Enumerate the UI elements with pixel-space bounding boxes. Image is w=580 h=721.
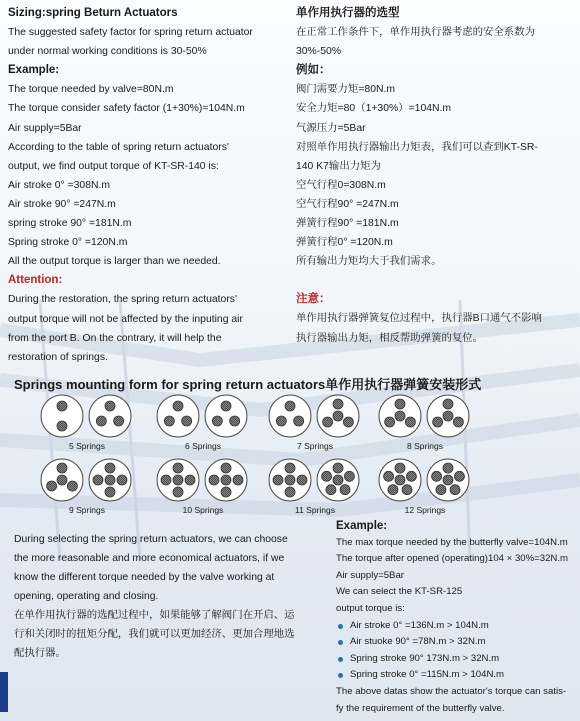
spring-coil-icon: [285, 463, 295, 473]
english-example-line: Air stroke 90° =247N.m: [8, 198, 116, 210]
butterfly-example-section: [336, 518, 576, 717]
spring-coil-icon: [395, 475, 405, 485]
english-example-line: spring stroke 90° =181N.m: [8, 218, 132, 230]
spring-coil-icon: [161, 475, 171, 485]
spring-coil-icon: [276, 416, 286, 426]
spring-coil-icon: [105, 475, 115, 485]
chinese-attention-line: 单作用执行器弹簧复位过程中，执行器B口通气不影响: [296, 313, 542, 325]
spring-coil-icon: [395, 399, 405, 409]
spring-coil-icon: [105, 463, 115, 473]
butterfly-example-line: The max torque needed by the butterfly valve=104N.m: [336, 536, 568, 548]
english-attention-line: During the restoration, the spring return actuators': [8, 294, 237, 306]
chinese-attention-heading: 注意：: [296, 293, 331, 306]
spring-coil-icon: [105, 401, 115, 411]
bullet-dot-icon: [338, 657, 343, 662]
spring-coil-icon: [326, 485, 336, 495]
chinese-example-line: 空气行程0=308N.m: [296, 179, 386, 191]
selection-note-line: know the different torque needed by the valve working at: [14, 572, 275, 583]
english-example-line: Air stroke 0° =308N.m: [8, 179, 111, 191]
spring-coil-icon: [432, 471, 442, 481]
springs-section-title: Springs mounting form for spring return actuators单作用执行器弹簧安装形式: [14, 377, 482, 392]
spring-coil-icon: [47, 481, 57, 491]
chinese-line: 在正常工作条件下，单作用执行器考虑的安全系数为: [296, 27, 535, 39]
spacer: [296, 271, 576, 290]
spring-coil-icon: [273, 475, 283, 485]
chinese-example-line: 弹簧行程0° =120N.m: [296, 237, 393, 249]
butterfly-example-line: The torque after opened (operating)104 × 30%=32N.m: [336, 553, 569, 565]
spring-form-label: 7 Springs: [297, 441, 333, 451]
spring-form-label: 12 Springs: [404, 505, 446, 515]
butterfly-example-line: We can select the KT-SR-125: [336, 586, 463, 598]
chinese-sizing-section: [296, 4, 576, 348]
spring-coil-icon: [212, 416, 222, 426]
spring-coil-icon: [173, 475, 183, 485]
spring-form-unit: [32, 392, 142, 452]
spring-coil-icon: [285, 487, 295, 497]
spring-coil-icon: [57, 421, 67, 431]
spring-form-unit: [148, 456, 258, 516]
spring-form-unit: [370, 392, 480, 452]
selection-note-line: opening, operating and closing.: [14, 591, 159, 602]
butterfly-example-line: Air supply=5Bar: [336, 569, 404, 581]
spring-coil-icon: [450, 485, 460, 495]
butterfly-example-footer: fy the requirement of the butterfly valve.: [336, 702, 505, 714]
selection-note-line: 行和关闭时的扭矩分配，我们就可以更加经济、更加合理地选: [14, 629, 295, 640]
spring-form-unit: [260, 456, 370, 516]
spring-coil-icon: [395, 463, 405, 473]
bullet-dot-icon: [338, 624, 343, 629]
spring-coil-icon: [173, 463, 183, 473]
torque-bullet-text: Spring stroke 0° =115N.m > 104N.m: [350, 669, 505, 681]
spring-coil-icon: [93, 475, 103, 485]
torque-bullet-text: Air stuoke 90° =78N.m > 32N.m: [350, 636, 486, 648]
torque-bullet-text: Spring stroke 90° 173N.m > 32N.m: [350, 652, 500, 664]
spring-coil-icon: [221, 463, 231, 473]
spring-coil-icon: [67, 481, 77, 491]
chinese-example-line: 所有输出力矩均大于我们需求。: [296, 256, 442, 268]
english-example-line: output, we find output torque of KT-SR-140 is:: [8, 160, 219, 172]
torque-bullet-item: [336, 634, 576, 651]
spring-form-label: 6 Springs: [185, 441, 221, 451]
spring-diagram: [260, 392, 370, 440]
spring-coil-icon: [443, 411, 453, 421]
spring-diagram: [148, 392, 258, 440]
chinese-example-line: 安全力矩=80（1+30%）=104N.m: [296, 103, 452, 115]
torque-bullet-text: Air stroke 0° =136N.m > 104N.m: [350, 619, 489, 631]
spring-form-unit: [370, 456, 480, 516]
spring-coil-icon: [405, 417, 415, 427]
chinese-line: 30%-50%: [296, 46, 342, 58]
spring-coil-icon: [105, 487, 115, 497]
bullet-dot-icon: [338, 673, 343, 678]
spring-coil-icon: [343, 417, 353, 427]
selection-note-line: 配执行器。: [14, 648, 66, 659]
chinese-example-line: 对照单作用执行器输出力矩表，我们可以查到KT-SR-: [296, 141, 538, 153]
spring-coil-icon: [164, 416, 174, 426]
english-attention-line: output torque will not be affected by the inputing air: [8, 313, 243, 325]
spring-form-label: 9 Springs: [69, 505, 105, 515]
spring-coil-icon: [117, 475, 127, 485]
butterfly-example-line: output torque is:: [336, 602, 405, 614]
chinese-example-heading: 例如：: [296, 64, 331, 77]
spring-form-unit: [260, 392, 370, 452]
spring-coil-icon: [221, 475, 231, 485]
spring-coil-icon: [322, 471, 332, 481]
spring-coil-icon: [285, 475, 295, 485]
spring-form-label: 8 Springs: [407, 441, 443, 451]
english-line: The suggested safety factor for spring return actuator: [8, 27, 253, 39]
english-line: under normal working conditions is 30-50%: [8, 46, 207, 58]
english-heading: Sizing:spring Beturn Actuators: [8, 7, 178, 19]
spring-coil-icon: [453, 417, 463, 427]
english-sizing-section: [8, 4, 278, 367]
english-example-heading: Example:: [8, 64, 60, 77]
torque-bullet-list: [336, 618, 576, 684]
spring-form-unit: [32, 456, 142, 516]
spring-coil-icon: [173, 401, 183, 411]
spring-coil-icon: [323, 417, 333, 427]
spring-coil-icon: [402, 485, 412, 495]
english-attention-line: from the port B. On the contrary, it will help the: [8, 332, 222, 344]
chinese-attention-line: 执行器输出力矩，相反帮助弹簧的复位。: [296, 332, 484, 344]
spring-coil-icon: [333, 399, 343, 409]
spring-coil-icon: [443, 463, 453, 473]
torque-bullet-item: [336, 651, 576, 668]
spring-coil-icon: [221, 401, 231, 411]
spring-diagram: [32, 392, 142, 440]
spring-coil-icon: [436, 485, 446, 495]
spring-form-label: 5 Springs: [69, 441, 105, 451]
spring-form-unit: [148, 392, 258, 452]
spring-coil-icon: [333, 475, 343, 485]
spring-coil-icon: [297, 475, 307, 485]
torque-bullet-item: [336, 618, 576, 635]
page-edge-tab: [0, 672, 8, 712]
spring-coil-icon: [96, 416, 106, 426]
spring-coil-icon: [57, 463, 67, 473]
spring-coil-icon: [182, 416, 192, 426]
spring-coil-icon: [233, 475, 243, 485]
english-attention-line: restoration of springs.: [8, 351, 108, 363]
english-example-line: According to the table of spring return actuators': [8, 141, 229, 153]
spring-coil-icon: [173, 487, 183, 497]
english-attention-heading: Attention:: [8, 274, 63, 287]
english-example-line: The torque needed by valve=80N.m: [8, 84, 174, 96]
spring-form-label: 11 Springs: [294, 505, 335, 515]
spring-coil-icon: [209, 475, 219, 485]
chinese-example-line: 140 K7输出力矩为: [296, 160, 381, 172]
spring-form-label: 10 Springs: [182, 505, 224, 515]
selection-note-section: [14, 530, 324, 663]
spring-coil-icon: [443, 399, 453, 409]
spring-coil-icon: [433, 417, 443, 427]
english-example-line: All the output torque is larger than we needed.: [8, 256, 221, 268]
chinese-heading: 单作用执行器的选型: [296, 7, 400, 19]
english-example-line: Air supply=5Bar: [8, 122, 82, 134]
spring-coil-icon: [221, 487, 231, 497]
torque-bullet-item: [336, 667, 576, 684]
spring-coil-icon: [388, 485, 398, 495]
butterfly-example-footer: The above datas show the actuator's torque can satis-: [336, 685, 567, 697]
spring-coil-icon: [384, 471, 394, 481]
spring-coil-icon: [333, 463, 343, 473]
spring-coil-icon: [395, 411, 405, 421]
chinese-example-line: 气源压力=5Bar: [296, 122, 366, 134]
spring-coil-icon: [454, 471, 464, 481]
spring-coil-icon: [57, 475, 67, 485]
spring-coil-icon: [185, 475, 195, 485]
butterfly-example-heading: Example:: [336, 520, 388, 532]
spring-coil-icon: [285, 401, 295, 411]
spring-coil-icon: [57, 401, 67, 411]
spring-coil-icon: [443, 475, 453, 485]
spring-diagram: [370, 392, 480, 440]
bullet-dot-icon: [338, 640, 343, 645]
spring-diagram: [370, 456, 480, 504]
spring-coil-icon: [344, 471, 354, 481]
spring-diagram: [32, 456, 142, 504]
spring-coil-icon: [114, 416, 124, 426]
spring-coil-icon: [333, 411, 343, 421]
spring-coil-icon: [294, 416, 304, 426]
chinese-example-line: 阀门需要力矩=80N.m: [296, 84, 396, 96]
selection-note-line: the more reasonable and more economical actuators, if we: [14, 553, 285, 564]
spring-diagram: [260, 456, 370, 504]
selection-note-line: 在单作用执行器的选配过程中，如果能够了解阀门在开启、运: [14, 610, 295, 621]
english-example-line: The torque consider safety factor (1+30%)=104N.m: [8, 103, 245, 115]
spring-forms-grid: [0, 392, 580, 522]
spring-coil-icon: [385, 417, 395, 427]
spring-coil-icon: [406, 471, 416, 481]
spring-diagram: [148, 456, 258, 504]
english-example-line: Spring stroke 0° =120N.m: [8, 237, 128, 249]
spring-coil-icon: [230, 416, 240, 426]
chinese-example-line: 空气行程90° =247N.m: [296, 198, 399, 210]
selection-note-line: During selecting the spring return actuators, we can choose: [14, 534, 288, 545]
spring-coil-icon: [340, 485, 350, 495]
chinese-example-line: 弹簧行程90° =181N.m: [296, 218, 399, 230]
